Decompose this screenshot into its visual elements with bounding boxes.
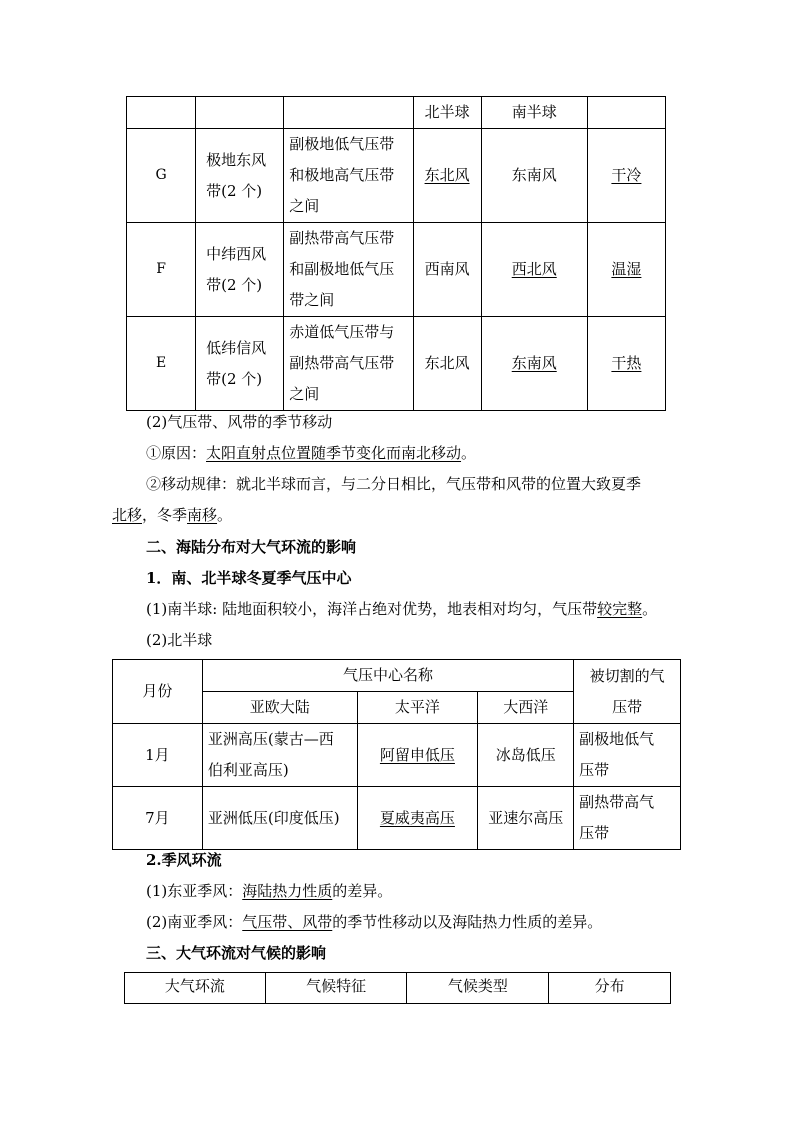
header-cell: [587, 97, 665, 129]
text: 伯利亚高压): [207, 761, 289, 779]
header-eurasia: 亚欧大陆: [202, 692, 357, 724]
pacific-cell: 阿留申低压: [357, 724, 478, 787]
paragraph-rule-line2: [112, 505, 232, 525]
belt-name: 极地东风带(2 个): [196, 129, 284, 223]
text: 副极地低气: [579, 730, 655, 748]
text: 亚洲高压(蒙古—西: [207, 730, 334, 748]
header-month: 月份: [113, 660, 203, 724]
text: (1)东亚季风：: [146, 882, 243, 900]
header-cell: [127, 97, 196, 129]
answer-underlined: 南移: [187, 506, 218, 524]
wind-belt-table: [126, 96, 666, 411]
text: 压带: [612, 697, 643, 716]
answer-underlined: 太阳直射点位置随季节变化而南北移动: [206, 444, 462, 462]
belt-name: 低纬信风带(2 个): [196, 317, 284, 411]
belt-property: 干热: [587, 317, 665, 411]
answer-underlined: 北移: [112, 506, 143, 524]
month-cell: 7月: [113, 787, 203, 850]
paragraph-east-asia-monsoon: [146, 881, 392, 901]
belt-code: F: [127, 223, 196, 317]
text: (2)南亚季风：: [146, 913, 243, 931]
header-cut-belt: [574, 660, 681, 724]
pressure-center-table: [112, 659, 681, 850]
table-header-row: [113, 660, 681, 692]
paragraph-southern: [146, 599, 657, 619]
wind-north: 东北风: [413, 129, 481, 223]
atlantic-cell: 冰岛低压: [478, 724, 574, 787]
cut-belt-cell: [574, 787, 681, 850]
table-header-row: [127, 97, 666, 129]
text: ①原因：: [146, 444, 207, 462]
text: 的季节性移动以及海陆热力性质的差异。: [332, 913, 603, 931]
belt-location: 副热带高气压带和副极地低气压带之间: [284, 223, 413, 317]
table-row: [127, 223, 666, 317]
table-header-row: [125, 973, 671, 1004]
header-south: 南半球: [481, 97, 587, 129]
belt-property: 温湿: [587, 223, 665, 317]
text: 。: [217, 506, 233, 524]
wind-south: 东南风: [481, 129, 587, 223]
text: 压带: [579, 824, 610, 842]
table-row: [113, 787, 681, 850]
text: 亚洲低压(印度低压): [207, 808, 340, 827]
belt-location: 副极地低气压带和极地高气压带之间: [284, 129, 413, 223]
header-cell: [284, 97, 413, 129]
wind-south: 西北风: [481, 223, 587, 317]
paragraph-south-asia-monsoon: [146, 912, 602, 932]
paragraph-reason: [146, 443, 476, 463]
wind-north: 西南风: [413, 223, 481, 317]
header-climate-feature: 气候特征: [265, 973, 407, 1004]
header-cell: [196, 97, 284, 129]
table-row: [113, 724, 681, 787]
atlantic-cell: 亚速尔高压: [478, 787, 574, 850]
belt-property: 干冷: [587, 129, 665, 223]
section-title: 二、海陆分布对大气环流的影响: [146, 538, 357, 556]
text: 的差异。: [332, 882, 393, 900]
eurasia-cell: [202, 724, 357, 787]
belt-name: 中纬西风带(2 个): [196, 223, 284, 317]
paragraph-northern: (2)北半球: [146, 631, 213, 649]
subsection-title: 2.季风环流: [146, 851, 222, 869]
table-row: [127, 129, 666, 223]
text: 。: [461, 444, 477, 462]
text: 。: [642, 600, 658, 618]
header-pacific: 太平洋: [357, 692, 478, 724]
wind-south: 东南风: [481, 317, 587, 411]
answer-underlined: 较完整: [597, 600, 643, 618]
wind-north: 东北风: [413, 317, 481, 411]
header-circulation: 大气环流: [125, 973, 266, 1004]
header-atlantic: 大西洋: [478, 692, 574, 724]
answer-underlined: 海陆热力性质: [242, 882, 333, 900]
answer-underlined: 气压带、风带: [242, 913, 333, 931]
belt-code: E: [127, 317, 196, 411]
subsection-title: 1．南、北半球冬夏季气压中心: [146, 569, 352, 587]
belt-location: 赤道低气压带与副热带高气压带之间: [284, 317, 413, 411]
header-center: 气压中心名称: [202, 660, 573, 692]
climate-table: [124, 972, 671, 1004]
text: (1)南半球: 陆地面积较小，海洋占绝对优势，地表相对均匀，气压带: [146, 600, 598, 618]
month-cell: 1月: [113, 724, 203, 787]
subsection-title: (2)气压带、风带的季节移动: [146, 413, 333, 431]
pacific-cell: 夏威夷高压: [357, 787, 478, 850]
belt-code: G: [127, 129, 196, 223]
header-north: 北半球: [413, 97, 481, 129]
text: ，冬季: [142, 506, 188, 524]
header-distribution: 分布: [549, 973, 671, 1004]
text: 压带: [579, 761, 610, 779]
header-climate-type: 气候类型: [407, 973, 549, 1004]
text: 副热带高气: [579, 793, 655, 811]
eurasia-cell: [202, 787, 357, 850]
section-title: 三、大气环流对气候的影响: [146, 944, 327, 962]
cut-belt-cell: [574, 724, 681, 787]
table-row: [127, 317, 666, 411]
text: 被切割的气: [589, 666, 665, 685]
paragraph-rule-line1: ②移动规律：就北半球而言，与二分日相比，气压带和风带的位置大致夏季: [146, 475, 642, 493]
